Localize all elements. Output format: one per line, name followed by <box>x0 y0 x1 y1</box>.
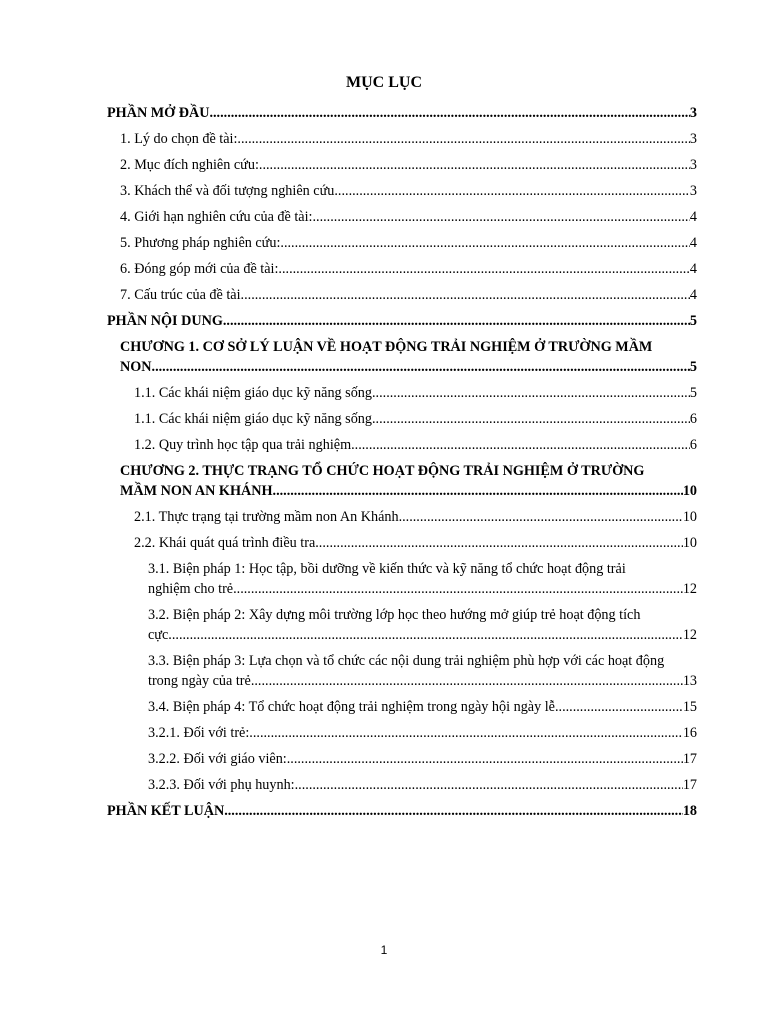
toc-entry-page: 3 <box>689 105 697 121</box>
toc-entry-page: 3 <box>689 131 697 147</box>
toc-entry-text: 1.1. Các khái niệm giáo dục kỹ năng sống <box>134 411 372 427</box>
toc-entry-text: 3.4. Biện pháp 4: Tổ chức hoạt động trải nghiệm trong ngày hội ngày lễ <box>148 699 555 715</box>
toc-entry[interactable] <box>120 233 697 253</box>
toc-entry[interactable] <box>107 801 697 821</box>
toc-entry-page: 4 <box>689 287 697 303</box>
toc-entry-page: 5 <box>689 385 697 401</box>
toc-entry-text-cont: NON <box>120 359 152 375</box>
toc-entry-text: PHẦN MỞ ĐẦU <box>107 105 210 121</box>
toc-entry[interactable] <box>120 285 697 305</box>
toc-entry[interactable] <box>120 155 697 175</box>
toc-entry-text: 2.1. Thực trạng tại trường mầm non An Khánh <box>134 509 399 525</box>
toc-entry[interactable] <box>120 337 697 377</box>
toc-entry[interactable] <box>134 409 697 429</box>
toc-entry[interactable] <box>148 651 697 691</box>
toc-entry-page: 17 <box>682 751 697 767</box>
toc-entry[interactable] <box>134 383 697 403</box>
toc-entry-text: 5. Phương pháp nghiên cứu: <box>120 235 281 251</box>
toc-entry[interactable] <box>134 507 697 527</box>
toc-entry-page: 6 <box>689 411 697 427</box>
toc-entry-page: 10 <box>682 535 697 551</box>
toc-entry[interactable] <box>120 129 697 149</box>
toc-entry-text: 3.2.2. Đối với giáo viên: <box>148 751 287 767</box>
toc-entry-page: 18 <box>682 803 697 819</box>
toc-entry-text: 3.1. Biện pháp 1: Học tập, bồi dưỡng về kiến thức và kỹ năng tổ chức hoạt động trải <box>148 561 626 577</box>
toc-entry-text: CHƯƠNG 1. CƠ SỞ LÝ LUẬN VỀ HOẠT ĐỘNG TRẢI NGHIỆM Ở TRƯỜNG MẦM <box>120 339 653 355</box>
toc-entry-page: 4 <box>689 261 697 277</box>
toc-entry-page: 15 <box>682 699 697 715</box>
toc-entry-page: 4 <box>689 209 697 225</box>
toc-entry-text: PHẦN KẾT LUẬN <box>107 803 225 819</box>
toc-entry-text: 2.2. Khái quát quá trình điều tra <box>134 535 316 551</box>
toc-entry-page: 5 <box>689 313 697 329</box>
toc-entry-text-cont: MẦM NON AN KHÁNH <box>120 483 273 499</box>
toc-entry[interactable] <box>134 533 697 553</box>
toc-entry-page: 3 <box>689 183 697 199</box>
toc-entry-page: 12 <box>682 581 697 597</box>
toc-entry-page: 10 <box>682 483 697 499</box>
toc-entry[interactable] <box>148 559 697 599</box>
toc-entry-page: 5 <box>689 359 697 375</box>
toc-entry-text: 3.2.3. Đối với phụ huynh: <box>148 777 295 793</box>
toc-entry-page: 3 <box>689 157 697 173</box>
toc-entry-text: 3.3. Biện pháp 3: Lựa chọn và tổ chức các nội dung trải nghiệm phù hợp với các hoạt động <box>148 653 665 669</box>
page-number: 1 <box>380 943 388 957</box>
toc-entry[interactable] <box>148 723 697 743</box>
toc-entry-text: 6. Đóng góp mới của đề tài: <box>120 261 279 277</box>
toc-entry-text: 3. Khách thể và đối tượng nghiên cứu <box>120 183 335 199</box>
toc-entry-text: 2. Mục đích nghiên cứu: <box>120 157 259 173</box>
toc-entry-page: 13 <box>682 673 697 689</box>
toc-entry[interactable] <box>148 775 697 795</box>
toc-entry[interactable] <box>148 697 697 717</box>
toc-entry-text: 3.2. Biện pháp 2: Xây dựng môi trường lớp học theo hướng mở giúp trẻ hoạt động tích <box>148 607 641 623</box>
toc-entry[interactable] <box>120 181 697 201</box>
toc-entry-text-cont: nghiệm cho trẻ <box>148 581 234 597</box>
toc-entry-page: 4 <box>689 235 697 251</box>
toc-entry[interactable] <box>120 461 697 501</box>
page-title: MỤC LỤC <box>346 74 422 91</box>
toc-entry-text: 7. Cấu trúc của đề tài <box>120 287 241 303</box>
toc-entry-text: 1.2. Quy trình học tập qua trải nghiệm <box>134 437 352 453</box>
toc-entry-text: 3.2.1. Đối với trẻ: <box>148 725 250 741</box>
toc-entry[interactable] <box>148 605 697 645</box>
toc-entry-text-cont: cực <box>148 627 169 643</box>
toc-entry-text-cont: trong ngày của trẻ <box>148 673 251 689</box>
toc-entry-page: 10 <box>682 509 697 525</box>
toc-entry-page: 12 <box>682 627 697 643</box>
toc-entry[interactable] <box>120 259 697 279</box>
toc-entry-page: 17 <box>682 777 697 793</box>
toc-entry-text: 1. Lý do chọn đề tài: <box>120 131 238 147</box>
toc-entry[interactable] <box>134 435 697 455</box>
toc-entry[interactable] <box>120 207 697 227</box>
toc-entry[interactable] <box>148 749 697 769</box>
toc-entry-text: CHƯƠNG 2. THỰC TRẠNG TỔ CHỨC HOẠT ĐỘNG TRẢI NGHIỆM Ở TRƯỜNG <box>120 463 645 479</box>
toc-entry-text: 4. Giới hạn nghiên cứu của đề tài: <box>120 209 313 225</box>
toc-entry-text: 1.1. Các khái niệm giáo dục kỹ năng sống <box>134 385 372 401</box>
toc-entry-page: 6 <box>689 437 697 453</box>
toc-entry-page: 16 <box>682 725 697 741</box>
toc-entry[interactable] <box>107 103 697 123</box>
table-of-contents <box>107 103 697 821</box>
toc-entry[interactable] <box>107 311 697 331</box>
toc-entry-text: PHẦN NỘI DUNG <box>107 313 223 329</box>
